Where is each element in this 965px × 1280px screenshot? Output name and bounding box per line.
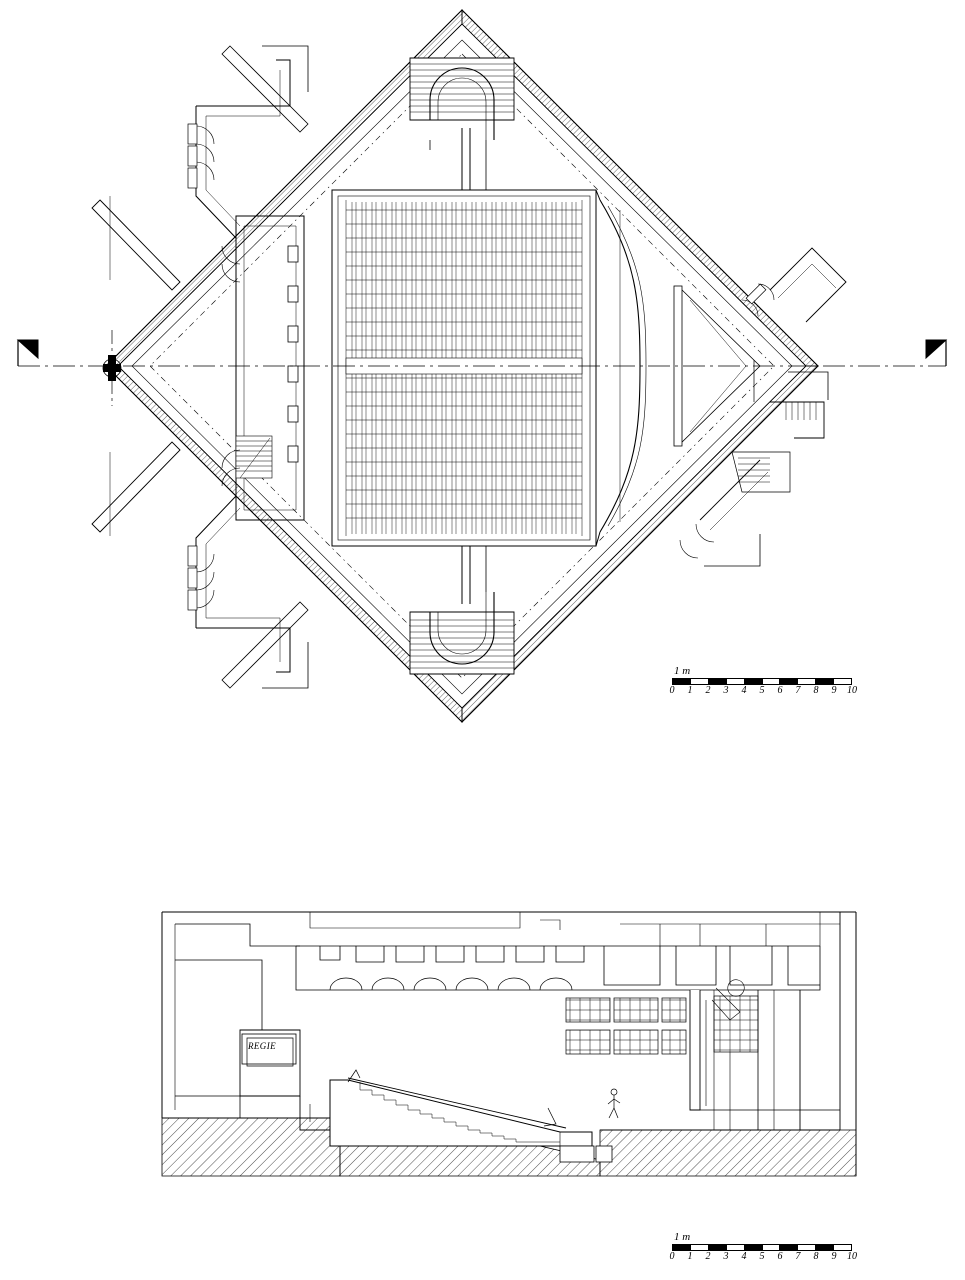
plan-stair-left (236, 436, 272, 478)
plan-stage-area (596, 190, 760, 546)
scale-bar-section-ticks: 0 1 2 3 4 5 6 7 8 9 10 (669, 1251, 857, 1262)
scale-bar-section (669, 1231, 857, 1264)
scale-bar-section-bar (672, 1244, 852, 1251)
plan-lower-left-annex (188, 450, 308, 688)
section-human-figure (608, 1089, 620, 1118)
plan-left-foyer (236, 216, 304, 520)
plan-view (18, 10, 946, 722)
plan-right-service-wing (680, 248, 846, 566)
scale-bar-plan-ticks: 0 1 2 3 4 5 6 7 8 9 10 (669, 685, 857, 696)
plan-top-stair (410, 58, 514, 190)
plan-bottom-stair (410, 546, 514, 674)
plan-stair-right (738, 458, 770, 482)
scale-bar-plan (669, 665, 857, 698)
regie-label: REGIE (248, 1041, 276, 1051)
scale-bar-plan-unit: 1 m (674, 665, 691, 677)
scale-bar-section-unit: 1 m (674, 1231, 691, 1243)
section-rear-grid-wall (566, 980, 840, 1130)
plan-seating-block (332, 190, 596, 546)
scale-bar-plan-bar (672, 678, 852, 685)
